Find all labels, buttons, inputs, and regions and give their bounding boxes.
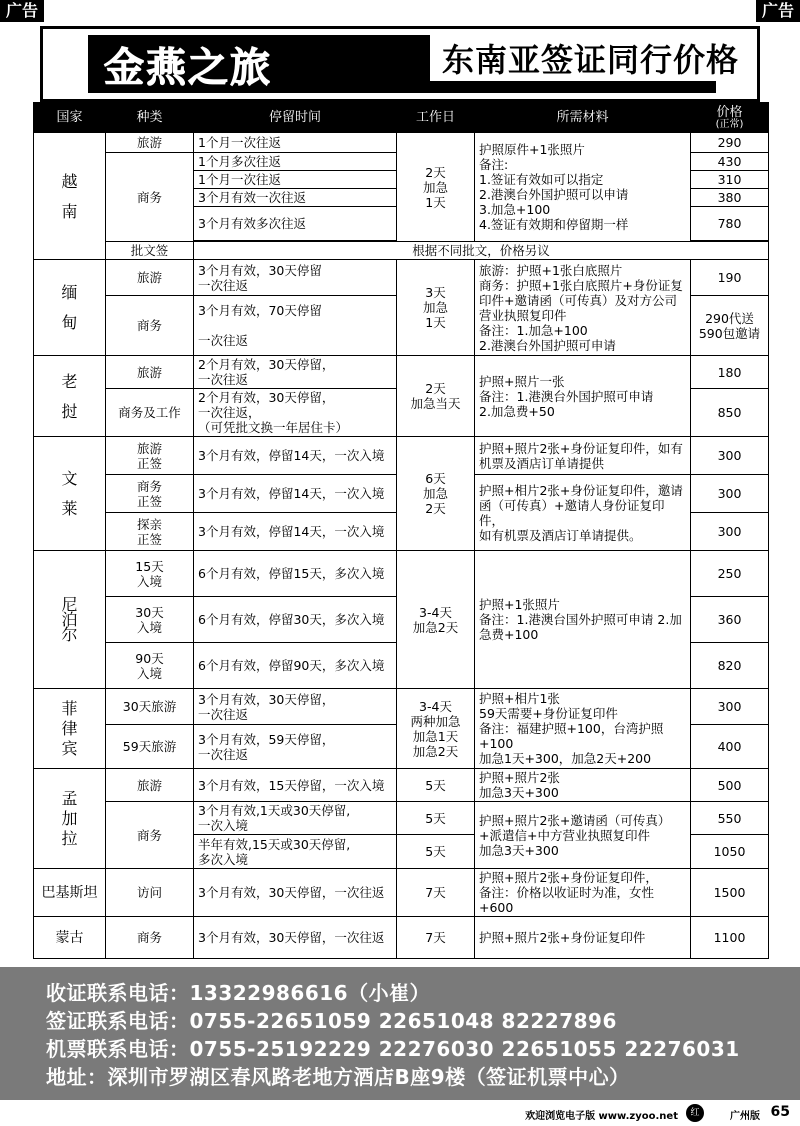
contact-panel <box>0 967 800 1100</box>
price-cell: 290代送 590包邀请 <box>691 296 769 356</box>
type-cell: 商务及工作 <box>106 389 194 437</box>
stay-cell: 3个月有效多次往返 <box>194 207 397 241</box>
header-workdays: 工作日 <box>397 103 475 133</box>
stay-cell: 3个月有效，停留14天，一次入境 <box>194 513 397 551</box>
price-cell: 300 <box>691 689 769 725</box>
workdays-cell: 3-4天 加急2天 <box>397 551 475 689</box>
country-bangladesh: 孟 加 拉 <box>34 769 106 869</box>
price-cell: 430 <box>691 153 769 171</box>
page-footer <box>0 1100 800 1126</box>
brand-name: 金燕之旅 <box>104 43 272 91</box>
type-cell: 探亲 正签 <box>106 513 194 551</box>
materials-cell: 护照原件+1张照片 备注: 1.签证有效如可以指定 2.港澳台外国护照可以申请 3.加急+100 4.签证有效期和停留期一样 <box>475 133 691 242</box>
header-price-note: (正常) <box>715 118 744 130</box>
stay-cell: 3个月有效，30天停留，一次往返 <box>194 869 397 917</box>
workdays-cell: 6天 加急 2天 <box>397 437 475 551</box>
workdays-cell: 3天 加急 1天 <box>397 260 475 356</box>
page-number: 65 <box>770 1104 790 1120</box>
type-cell: 59天旅游 <box>106 725 194 769</box>
materials-cell: 护照+照片2张+身份证复印件 <box>475 917 691 959</box>
price-cell: 500 <box>691 769 769 802</box>
workdays-cell: 5天 <box>397 769 475 802</box>
table-row <box>34 802 769 835</box>
materials-cell: 护照+相片1张 59天需要+身份证复印件 备注：福建护照+100，台湾护照+100 加急1天+300，加急2天+200 <box>475 689 691 769</box>
type-cell: 旅游 正签 <box>106 437 194 475</box>
country-laos: 老 挝 <box>34 356 106 437</box>
workdays-cell: 3-4天 两种加急 加急1天 加急2天 <box>397 689 475 769</box>
footer-website: 欢迎浏览电子版 www.zyoo.net <box>525 1111 678 1122</box>
contact-receive-phone: 收证联系电话：13322986616（小崔） <box>46 981 431 1005</box>
materials-cell: 护照+1张照片 备注：1.港澳台国外护照可申请 2.加急费+100 <box>475 551 691 689</box>
materials-cell: 护照+照片2张+邀请函（可传真）+派遣信+中方营业执照复印件 加急3天+300 <box>475 802 691 869</box>
type-cell: 批文签 <box>106 242 194 260</box>
stay-cell: 3个月有效,1天或30天停留, 一次入境 <box>194 802 397 835</box>
price-cell: 380 <box>691 189 769 207</box>
ad-tag-right: 广告 <box>756 0 800 22</box>
stay-cell: 1个月多次往返 <box>194 153 397 171</box>
workdays-cell: 2天 加急 1天 <box>397 133 475 242</box>
stay-cell: 3个月有效，30天停留 一次往返 <box>194 260 397 296</box>
country-mongolia: 蒙古 <box>34 917 106 959</box>
price-cell: 780 <box>691 207 769 241</box>
price-cell: 300 <box>691 437 769 475</box>
stay-cell: 1个月一次往返 <box>194 171 397 189</box>
stay-cell: 6个月有效，停留90天，多次入境 <box>194 643 397 689</box>
workdays-cell: 7天 <box>397 869 475 917</box>
workdays-cell: 2天 加急当天 <box>397 356 475 437</box>
materials-cell: 旅游：护照+1张白底照片 商务：护照+1张白底照片+身份证复印件+邀请函（可传真）及对方公司营业执照复印件 备注：1.加急+100 2.港澳台外国护照可申请 <box>475 260 691 356</box>
header-price-label: 价格 <box>716 104 743 120</box>
type-cell: 旅游 <box>106 133 194 153</box>
approval-note: 根据不同批文，价格另议 <box>194 242 769 260</box>
stay-cell: 3个月有效，70天停留 一次往返 <box>194 296 397 356</box>
materials-cell: 护照+照片2张 加急3天+300 <box>475 769 691 802</box>
contact-ticket-phone: 机票联系电话：0755-25192229 22276030 22651055 22276031 <box>46 1037 740 1061</box>
workdays-cell: 7天 <box>397 917 475 959</box>
price-cell: 1050 <box>691 835 769 869</box>
materials-cell: 护照+相片2张+身份证复印件，邀请函（可传真）+邀请人身份证复印件， 如有机票及酒店订单请提供。 <box>475 475 691 551</box>
price-cell: 550 <box>691 802 769 835</box>
price-cell: 180 <box>691 356 769 389</box>
price-cell: 290 <box>691 133 769 153</box>
stay-cell: 3个月有效一次往返 <box>194 189 397 207</box>
price-cell: 190 <box>691 260 769 296</box>
stay-cell: 2个月有效，30天停留， 一次往返， （可凭批文换一年居住卡） <box>194 389 397 437</box>
country-vietnam: 越 南 <box>34 133 106 260</box>
ad-tag-left: 广告 <box>0 0 44 22</box>
type-cell: 旅游 <box>106 260 194 296</box>
stay-cell: 2个月有效，30天停留， 一次往返 <box>194 356 397 389</box>
red-logo-icon: 红 <box>686 1104 704 1122</box>
country-philippines: 菲 律 宾 <box>34 689 106 769</box>
contact-address: 地址：深圳市罗湖区春风路老地方酒店B座9楼（签证机票中心） <box>46 1065 630 1089</box>
price-cell: 850 <box>691 389 769 437</box>
table-row <box>34 437 769 475</box>
price-cell: 300 <box>691 475 769 513</box>
header-type: 种类 <box>106 103 194 133</box>
type-cell: 商务 正签 <box>106 475 194 513</box>
type-cell: 商务 <box>106 153 194 242</box>
type-cell: 30天旅游 <box>106 689 194 725</box>
country-brunei: 文 莱 <box>34 437 106 551</box>
stay-cell: 6个月有效，停留15天，多次入境 <box>194 551 397 597</box>
visa-price-table <box>33 102 769 959</box>
type-cell: 商务 <box>106 917 194 959</box>
price-cell: 300 <box>691 513 769 551</box>
workdays-cell: 5天 <box>397 802 475 835</box>
materials-cell: 护照+照片2张+身份证复印件， 备注：价格以收证时为准，女性+600 <box>475 869 691 917</box>
stay-cell: 3个月有效，30天停留，一次往返 <box>194 917 397 959</box>
page-title: 东南亚签证同行价格 <box>441 41 739 79</box>
stay-cell: 半年有效,15天或30天停留, 多次入境 <box>194 835 397 869</box>
type-cell: 商务 <box>106 296 194 356</box>
subtitle-box <box>430 35 751 81</box>
table-header-row <box>34 103 769 133</box>
price-cell: 400 <box>691 725 769 769</box>
stay-cell: 3个月有效，59天停留， 一次往返 <box>194 725 397 769</box>
table-row <box>34 689 769 725</box>
contact-visa-phone: 签证联系电话：0755-22651059 22651048 82227896 <box>46 1009 617 1033</box>
price-cell: 310 <box>691 171 769 189</box>
table-row <box>34 869 769 917</box>
table-row <box>34 242 769 260</box>
price-cell: 1500 <box>691 869 769 917</box>
price-cell: 820 <box>691 643 769 689</box>
table-row <box>34 260 769 296</box>
table-row <box>34 769 769 802</box>
stay-cell: 1个月一次往返 <box>194 133 397 153</box>
stay-cell: 3个月有效，15天停留，一次入境 <box>194 769 397 802</box>
header-country: 国家 <box>34 103 106 133</box>
type-cell: 旅游 <box>106 769 194 802</box>
country-pakistan: 巴基斯坦 <box>34 869 106 917</box>
footer-edition: 广州版 <box>730 1111 760 1122</box>
type-cell: 15天 入境 <box>106 551 194 597</box>
title-banner <box>40 26 760 102</box>
stay-cell: 3个月有效，停留14天，一次入境 <box>194 437 397 475</box>
country-myanmar: 缅 甸 <box>34 260 106 356</box>
type-cell: 30天 入境 <box>106 597 194 643</box>
header-stay: 停留时间 <box>194 103 397 133</box>
price-cell: 1100 <box>691 917 769 959</box>
type-cell: 访问 <box>106 869 194 917</box>
workdays-cell: 5天 <box>397 835 475 869</box>
materials-cell: 护照+照片2张+身份证复印件，如有机票及酒店订单请提供 <box>475 437 691 475</box>
table-row <box>34 551 769 597</box>
country-nepal: 尼 泊 尔 <box>34 551 106 689</box>
header-price <box>691 103 769 133</box>
header-materials: 所需材料 <box>475 103 691 133</box>
table-row <box>34 356 769 389</box>
stay-cell: 6个月有效，停留30天，多次入境 <box>194 597 397 643</box>
table-row <box>34 133 769 153</box>
materials-cell: 护照+照片一张 备注：1.港澳台外国护照可申请 2.加急费+50 <box>475 356 691 437</box>
price-cell: 250 <box>691 551 769 597</box>
type-cell: 旅游 <box>106 356 194 389</box>
stay-cell: 3个月有效，停留14天，一次入境 <box>194 475 397 513</box>
table-row <box>34 917 769 959</box>
stay-cell: 3个月有效，30天停留， 一次往返 <box>194 689 397 725</box>
type-cell: 商务 <box>106 802 194 869</box>
type-cell: 90天 入境 <box>106 643 194 689</box>
price-cell: 360 <box>691 597 769 643</box>
